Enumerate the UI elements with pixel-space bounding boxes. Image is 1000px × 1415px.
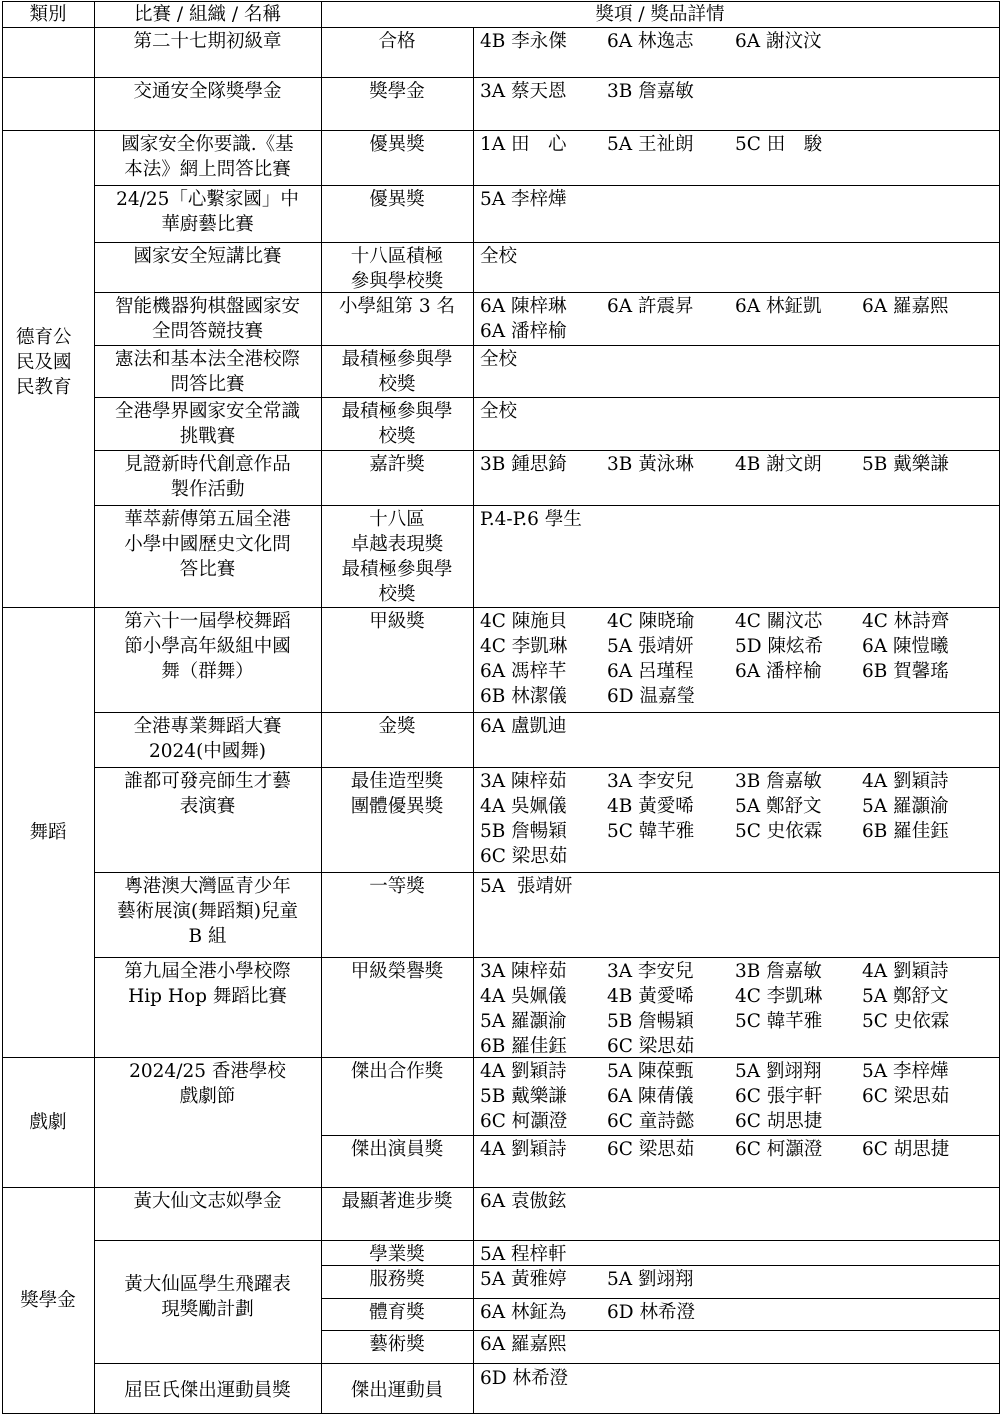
winner-entry: 4B 黃愛唏 [607, 796, 694, 817]
table-row-rule [321, 1330, 1000, 1331]
winner-entry: 4A 劉穎詩 [862, 771, 949, 792]
category-label: 民及國 [16, 351, 72, 373]
table-row-rule [2, 607, 1000, 608]
award-name: 學業獎 [369, 1244, 425, 1265]
award-name: 甲級榮譽獎 [350, 961, 444, 982]
winner-entry: 6A 馮梓芊 [480, 661, 567, 682]
competition-name: 答比賽 [179, 559, 236, 580]
competition-name: 國家安全短講比賽 [133, 246, 282, 267]
winner-entry: 6D 温嘉瑩 [607, 686, 695, 707]
winner-entry: 6C 胡思捷 [735, 1111, 823, 1132]
winner-entry: 6A 陳蒨儀 [607, 1086, 694, 1107]
header-details: 獎項 / 獎品詳情 [595, 4, 725, 25]
winner-entry: 6A 潘梓榆 [480, 321, 567, 342]
award-name: 金獎 [378, 716, 416, 737]
winner-entry: 3B 鍾思錡 [480, 454, 567, 475]
winner-entry: 1A 田 心 [480, 134, 567, 155]
competition-name: 見證新時代創意作品 [124, 454, 291, 475]
competition-name: 華萃薪傳第五屆全港 [124, 509, 291, 530]
competition-name: 製作活動 [170, 479, 245, 500]
award-name: 卓越表現獎 [350, 534, 444, 555]
award-name: 優異獎 [369, 134, 425, 155]
table-row-rule [94, 292, 1000, 293]
competition-name: 交通安全隊獎學金 [133, 81, 282, 102]
winner-entry: 3A 李安兒 [607, 771, 694, 792]
table-row-rule [321, 1135, 1000, 1136]
table-row-rule [94, 185, 1000, 186]
competition-name: 全港專業舞蹈大賽 [133, 716, 282, 737]
award-name: 藝術獎 [369, 1334, 425, 1355]
winner-entry: 4A 劉穎詩 [480, 1061, 567, 1082]
winner-entry: 4C 陳晓瑜 [607, 611, 695, 632]
competition-name: 黃大仙文志姒學金 [133, 1191, 282, 1212]
category-label: 民教育 [16, 376, 72, 398]
winner-entry: 4C 李凱琳 [480, 636, 568, 657]
winner-entry: 5C 田 駿 [735, 134, 823, 155]
winner-entry: 5A 張靖妍 [607, 636, 694, 657]
header-category: 類別 [29, 4, 67, 25]
winner-entry: 4A 吳姵儀 [480, 796, 567, 817]
winner-entry: 6A 盧凱迪 [480, 716, 567, 737]
winner-entry: 5A 李梓燁 [480, 189, 567, 210]
winner-entry: 全校 [480, 246, 518, 267]
competition-name: 智能機器狗棋盤國家安 [114, 296, 300, 317]
winner-entry: 3A 陳梓茹 [480, 961, 567, 982]
winner-entry: 5B 戴樂謙 [862, 454, 949, 475]
award-name: 團體優異獎 [350, 796, 444, 817]
winner-entry: 5B 詹暢穎 [480, 821, 567, 842]
winner-entry: 6A 許震昇 [607, 296, 694, 317]
winner-entry: 4C 李凱琳 [735, 986, 823, 1007]
category-label: 獎學金 [20, 1290, 76, 1311]
winner-entry: 3B 詹嘉敏 [607, 81, 694, 102]
winner-entry: 6A 林鉦凱 [735, 296, 822, 317]
table-column-rule [94, 1, 95, 1414]
winner-entry: 3A 李安兒 [607, 961, 694, 982]
winner-entry: 5A 張靖妍 [480, 876, 573, 897]
competition-name: 藝術展演(舞蹈類)兒童 [117, 901, 298, 922]
table-row-rule [94, 712, 1000, 713]
winner-entry: 6A 謝汶汶 [735, 31, 822, 52]
competition-name: 問答比賽 [170, 374, 245, 395]
award-name: 最顯著進步獎 [341, 1191, 453, 1212]
winner-entry: 6C 柯灝澄 [735, 1139, 823, 1160]
winner-entry: 6D 林希澄 [607, 1302, 695, 1323]
winner-entry: 6A 陳愷曦 [862, 636, 949, 657]
table-row-rule [2, 1057, 1000, 1058]
competition-name: 2024(中國舞) [148, 741, 267, 762]
winner-entry: 3A 陳梓茹 [480, 771, 567, 792]
award-name: 一等獎 [369, 876, 425, 897]
table-row-rule [94, 345, 1000, 346]
award-name: 十八區積極 [350, 246, 444, 267]
winner-entry: 4A 劉穎詩 [862, 961, 949, 982]
winner-entry: 6A 林鉦為 [480, 1302, 567, 1323]
award-name: 最佳造型獎 [350, 771, 444, 792]
winner-entry: 6A 呂瑾程 [607, 661, 694, 682]
competition-name: 本法》網上問答比賽 [124, 159, 291, 180]
competition-name: 憲法和基本法全港校際 [114, 349, 300, 370]
winner-entry: 全校 [480, 349, 518, 370]
award-name: 十八區 [369, 509, 425, 530]
competition-name: 挑戰賽 [179, 426, 236, 447]
winner-entry: 4C 陳施貝 [480, 611, 568, 632]
competition-name: 國家安全你要識.《基 [121, 134, 294, 155]
winner-entry: 6B 羅佳鈺 [480, 1036, 567, 1057]
competition-name: 2024/25 香港學校 [129, 1061, 286, 1082]
winner-entry: 5A 程梓軒 [480, 1244, 567, 1265]
table-row-rule [94, 397, 1000, 398]
winner-entry: 6C 梁思茹 [480, 846, 568, 867]
winner-entry: 6C 柯灝澄 [480, 1111, 568, 1132]
winner-entry: 5A 羅灝渝 [480, 1011, 567, 1032]
winner-entry: 4A 吳姵儀 [480, 986, 567, 1007]
table-row-rule [321, 1265, 1000, 1266]
winner-entry: 3B 詹嘉敏 [735, 961, 822, 982]
table-row-rule [94, 957, 1000, 958]
winner-entry: 6D 林希澄 [480, 1368, 568, 1389]
table-row-rule [94, 872, 1000, 873]
award-name: 最積極參與學 [341, 349, 453, 370]
table-row-rule [2, 130, 1000, 131]
winner-entry: 3B 黃泳琳 [607, 454, 694, 475]
winner-entry: 6A 陳梓琳 [480, 296, 567, 317]
winner-entry: 5A 劉翊翔 [735, 1061, 822, 1082]
award-name: 服務獎 [369, 1269, 425, 1290]
award-name: 最積極參與學 [341, 559, 453, 580]
winner-entry: 6C 梁思茹 [607, 1139, 695, 1160]
table-row-rule [2, 1, 1000, 2]
winner-entry: 5A 陳葆甄 [607, 1061, 694, 1082]
competition-name: 全問答競技賽 [151, 321, 263, 342]
winner-entry: 4C 關汶芯 [735, 611, 823, 632]
winner-entry: 4A 劉穎詩 [480, 1139, 567, 1160]
header-competition: 比賽 / 組織 / 名稱 [134, 4, 281, 25]
winner-entry: 5A 李梓燁 [862, 1061, 949, 1082]
competition-name: 節小學高年級組中國 [124, 636, 291, 657]
competition-name: 第六十一屆學校舞蹈 [124, 611, 291, 632]
competition-name: 誰都可發亮師生才藝 [124, 771, 291, 792]
winner-entry: 4B 李永傑 [480, 31, 567, 52]
winner-entry: 5C 韓芊雅 [735, 1011, 823, 1032]
table-row-rule [94, 450, 1000, 451]
award-name: 最積極參與學 [341, 401, 453, 422]
winner-entry: 6A 林逸志 [607, 31, 694, 52]
award-name: 合格 [378, 31, 416, 52]
table-row-rule [94, 1363, 1000, 1364]
winner-entry: 全校 [480, 401, 518, 422]
winner-entry: 6B 林潔儀 [480, 686, 567, 707]
winner-entry: 6A 羅嘉熙 [862, 296, 949, 317]
winner-entry: 5C 韓芊雅 [607, 821, 695, 842]
winner-entry: 4C 林詩齊 [862, 611, 950, 632]
winner-entry: 4B 黃愛唏 [607, 986, 694, 1007]
winner-entry: 6C 梁思茹 [607, 1036, 695, 1057]
award-name: 傑出合作獎 [350, 1061, 444, 1082]
winner-entry: 5A 羅灝渝 [862, 796, 949, 817]
competition-name: 小學中國歷史文化問 [124, 534, 291, 555]
category-label: 戲劇 [29, 1112, 67, 1133]
table-row-rule [94, 1240, 1000, 1241]
competition-name: 現獎勵計劃 [161, 1299, 254, 1320]
category-label: 舞蹈 [29, 822, 67, 843]
winner-entry: 6B 羅佳鈺 [862, 821, 949, 842]
winner-entry: 6B 賀馨瑤 [862, 661, 949, 682]
winner-entry: 6C 胡思捷 [862, 1139, 950, 1160]
award-name: 校獎 [378, 374, 416, 395]
winner-entry: 5A 王祉朗 [607, 134, 694, 155]
table-column-rule [2, 1, 3, 1414]
award-name: 優異獎 [369, 189, 425, 210]
table-row-rule [2, 1413, 1000, 1414]
winner-entry: 6A 袁傲鉉 [480, 1191, 567, 1212]
competition-name: 24/25「心繫家國」中 [116, 189, 299, 210]
table-row-rule [2, 1187, 1000, 1188]
award-name: 校獎 [378, 426, 416, 447]
table-column-rule [321, 1, 322, 1414]
award-name: 小學組第 3 名 [338, 296, 456, 317]
award-name: 獎學金 [369, 81, 425, 102]
winner-entry: 5A 黃雅婷 [480, 1269, 567, 1290]
winner-entry: 5A 鄭舒文 [862, 986, 949, 1007]
winner-entry: 6C 童詩懿 [607, 1111, 695, 1132]
winner-entry: 3B 詹嘉敏 [735, 771, 822, 792]
winner-entry: 5D 陳炫希 [735, 636, 823, 657]
winner-entry: 6C 張宇軒 [735, 1086, 823, 1107]
competition-name: 全港學界國家安全常識 [114, 401, 300, 422]
winner-entry: 6C 梁思茹 [862, 1086, 950, 1107]
table-row-rule [94, 242, 1000, 243]
competition-name: 第九屆全港小學校際 [124, 961, 291, 982]
competition-name: Hip Hop 舞蹈比賽 [128, 986, 287, 1007]
award-name: 體育獎 [369, 1302, 425, 1323]
competition-name: 戲劇節 [179, 1086, 236, 1107]
table-row-rule [2, 27, 1000, 28]
competition-name: 黃大仙區學生飛躍表 [124, 1274, 291, 1295]
competition-name: 屈臣氏傑出運動員獎 [124, 1380, 291, 1401]
competition-name: 華廚藝比賽 [161, 214, 254, 235]
award-name: 甲級獎 [369, 611, 425, 632]
category-label: 德育公 [16, 326, 72, 348]
award-name: 參與學校獎 [350, 271, 444, 292]
table-row-rule [94, 767, 1000, 768]
winner-entry: 5C 史依霖 [862, 1011, 950, 1032]
winner-entry: P.4-P.6 學生 [480, 509, 582, 530]
award-name: 傑出演員獎 [350, 1139, 444, 1160]
competition-name: 表演賽 [179, 796, 236, 817]
table-row-rule [94, 505, 1000, 506]
competition-name: 粵港澳大灣區青少年 [124, 876, 291, 897]
winner-entry: 6A 羅嘉熙 [480, 1334, 567, 1355]
winner-entry: 5B 詹暢穎 [607, 1011, 694, 1032]
winner-entry: 5C 史依霖 [735, 821, 823, 842]
award-name: 傑出運動員 [350, 1380, 444, 1401]
table-row-rule [2, 77, 1000, 78]
competition-name: 舞（群舞） [161, 661, 254, 682]
winner-entry: 5A 劉翊翔 [607, 1269, 694, 1290]
competition-name: B 組 [188, 926, 227, 947]
table-column-rule [473, 27, 474, 1414]
award-name: 嘉許獎 [369, 454, 425, 475]
winner-entry: 4B 謝文朗 [735, 454, 822, 475]
winner-entry: 3A 蔡天恩 [480, 81, 567, 102]
competition-name: 第二十七期初級章 [133, 31, 282, 52]
winner-entry: 6A 潘梓榆 [735, 661, 822, 682]
table-row-rule [321, 1298, 1000, 1299]
winner-entry: 5B 戴樂謙 [480, 1086, 567, 1107]
winner-entry: 5A 鄭舒文 [735, 796, 822, 817]
award-name: 校獎 [378, 584, 416, 605]
